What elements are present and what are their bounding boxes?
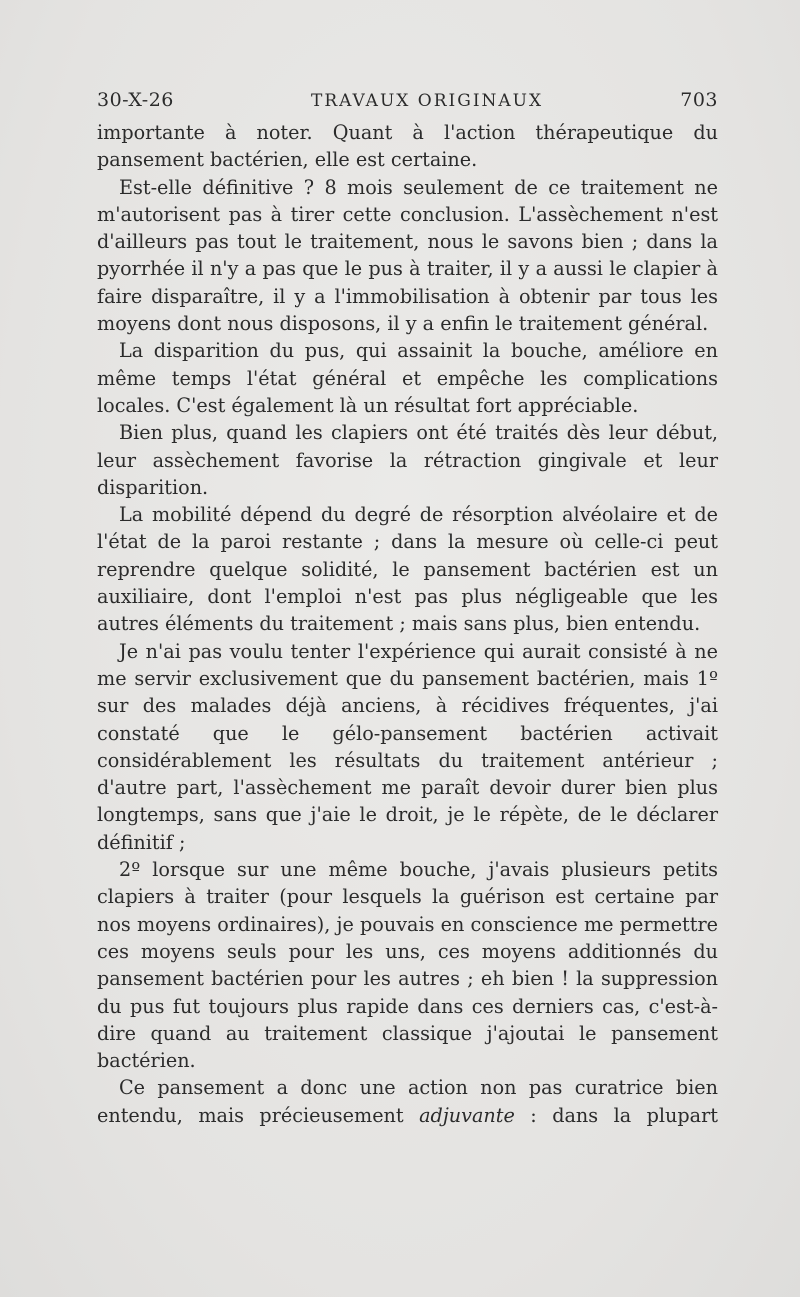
paragraph-text: : dans la plupart [514,1103,719,1127]
header-date: 30-X-26 [97,89,174,111]
paragraph: La disparition du pus, qui assainit la bouche, améliore en même temps l'état général et empêche les complications locales. C'est également là un résultat fort appréciable. [97,339,718,417]
paragraph: Est-elle définitive ? 8 mois seulement de ce traitement ne m'autorisent pas à tirer cette conclusion. L'assèchement n'est d'ailleurs pas tout le traitement, nous le savons bien ; dans la pyorrhée il n'y a pas que le pus à traiter, il y a aussi le clapier à faire disparaître, il y a l'immobilisation à obtenir par tous les moyens dont nous disposons, il y a enfin le traitement général. [97,175,718,336]
paragraph: Bien plus, quand les clapiers ont été traités dès leur début, leur assèchement favorise la rétraction gingivale et leur disparition. [97,421,718,499]
paragraph: 2º lorsque sur une même bouche, j'avais plusieurs petits clapiers à traiter (pour lesquels la guérison est certaine par nos moyens ordinaires), je pouvais en conscience me permettre ces moyens seuls pour les uns, ces moyens additionnés du pansement bactérien pour les autres ; eh bien ! la suppression du pus fut toujours plus rapide dans ces derniers cas, c'est-à-dire quand au traitement classique j'ajoutai le pansement bactérien. [97,858,718,1073]
emphasized-word: adjuvante [419,1103,515,1127]
paragraph: La mobilité dépend du degré de résorption alvéolaire et de l'état de la paroi restante ; dans la mesure où celle-ci peut reprendre quelque solidité, le pansement bactérien est un auxiliaire, dont l'emploi n'est pas plus négligeable que les autres éléments du traitement ; mais sans plus, bien entendu. [97,503,718,636]
page-number: 703 [680,89,718,111]
paragraph: Je n'ai pas voulu tenter l'expérience qui aurait consisté à ne me servir exclusivement que du pansement bactérien, mais 1º sur des malades déjà anciens, à récidives fréquentes, j'ai constaté que le gélo-pansement bactérien activait considérablement les résultats du traitement antérieur ; d'autre part, l'assèchement me paraît devoir durer bien plus longtemps, sans que j'aie le droit, je le répète, de le déclarer définitif ; [97,639,718,854]
paragraph [97,1074,718,1129]
page-header [97,89,718,119]
running-title: TRAVAUX ORIGINAUX [310,91,544,111]
paragraph-text: Ce pansement a donc une action non pas curatrice bien entendu, mais précieusement [97,1076,718,1127]
body-text [97,119,718,1129]
paragraph: importante à noter. Quant à l'action thérapeutique du pansement bactérien, elle est certaine. [97,121,718,172]
